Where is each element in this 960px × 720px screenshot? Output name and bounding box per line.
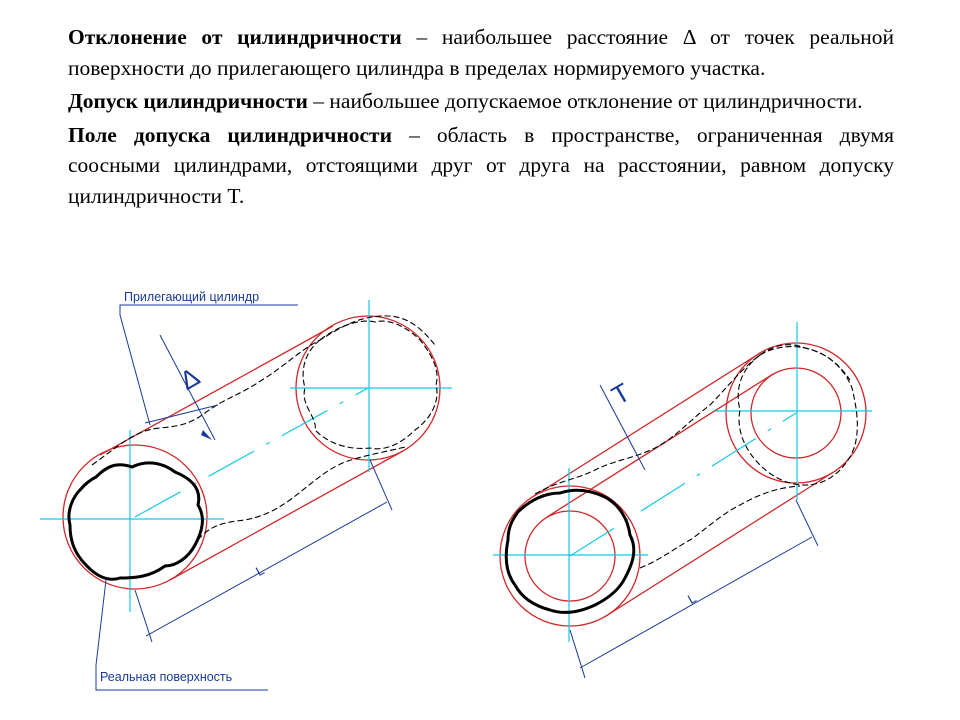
term-tolerance: Допуск цилиндричности (68, 89, 308, 113)
left-bottom-generatrix (170, 451, 403, 580)
left-top-profile (92, 316, 435, 465)
text-tolerance: – наибольшее допускаемое отклонение от цилиндричности. (307, 89, 863, 113)
term-tolerance-zone: Поле допуска цилиндричности (68, 122, 393, 147)
left-back-real-section (303, 321, 437, 449)
text-deviation: – наибольшее расстояние Δ от точек реальной поверхности до прилегающего цилиндра в пределах нормируемого участка. (68, 25, 894, 80)
right-top-profile (535, 345, 850, 494)
right-length-symbol: L (685, 590, 699, 607)
left-front-real-section (69, 463, 202, 579)
delta-extension-line (145, 405, 218, 423)
left-length-dimension (146, 502, 387, 636)
t-symbol: T (606, 376, 636, 411)
left-figure (40, 290, 452, 690)
left-real-surface-profile (92, 316, 437, 540)
right-cylinder-axis (570, 413, 796, 556)
right-inner-top-generatrix (547, 374, 773, 517)
left-cylinder-axis (135, 388, 368, 517)
right-length-extension-1 (570, 630, 585, 678)
right-bottom-profile (640, 486, 800, 568)
right-outer-top-generatrix (534, 353, 760, 496)
left-top-generatrix (100, 326, 333, 455)
left-length-extension-2 (370, 460, 392, 510)
right-back-real-section (738, 347, 857, 485)
label-adjacent-cylinder: Прилегающий цилиндр (124, 290, 260, 304)
left-length-extension-1 (135, 590, 152, 642)
left-leaders (96, 305, 392, 690)
right-figure (493, 322, 872, 678)
term-deviation: Отклонение от цилиндричности (68, 25, 402, 49)
label-real-surface: Реальная поверхность (100, 670, 233, 684)
right-axes (493, 322, 872, 642)
text-tolerance-zone: – область в пространстве, ограниченная двумя соосными цилиндрами, отстоящими друг от друга на расстоянии, равном допуску цилиндричности T. (68, 122, 895, 208)
delta-symbol: Δ (174, 361, 205, 396)
left-bottom-profile (198, 447, 405, 540)
left-length-symbol: L (253, 562, 267, 579)
right-length-extension-2 (796, 500, 818, 546)
